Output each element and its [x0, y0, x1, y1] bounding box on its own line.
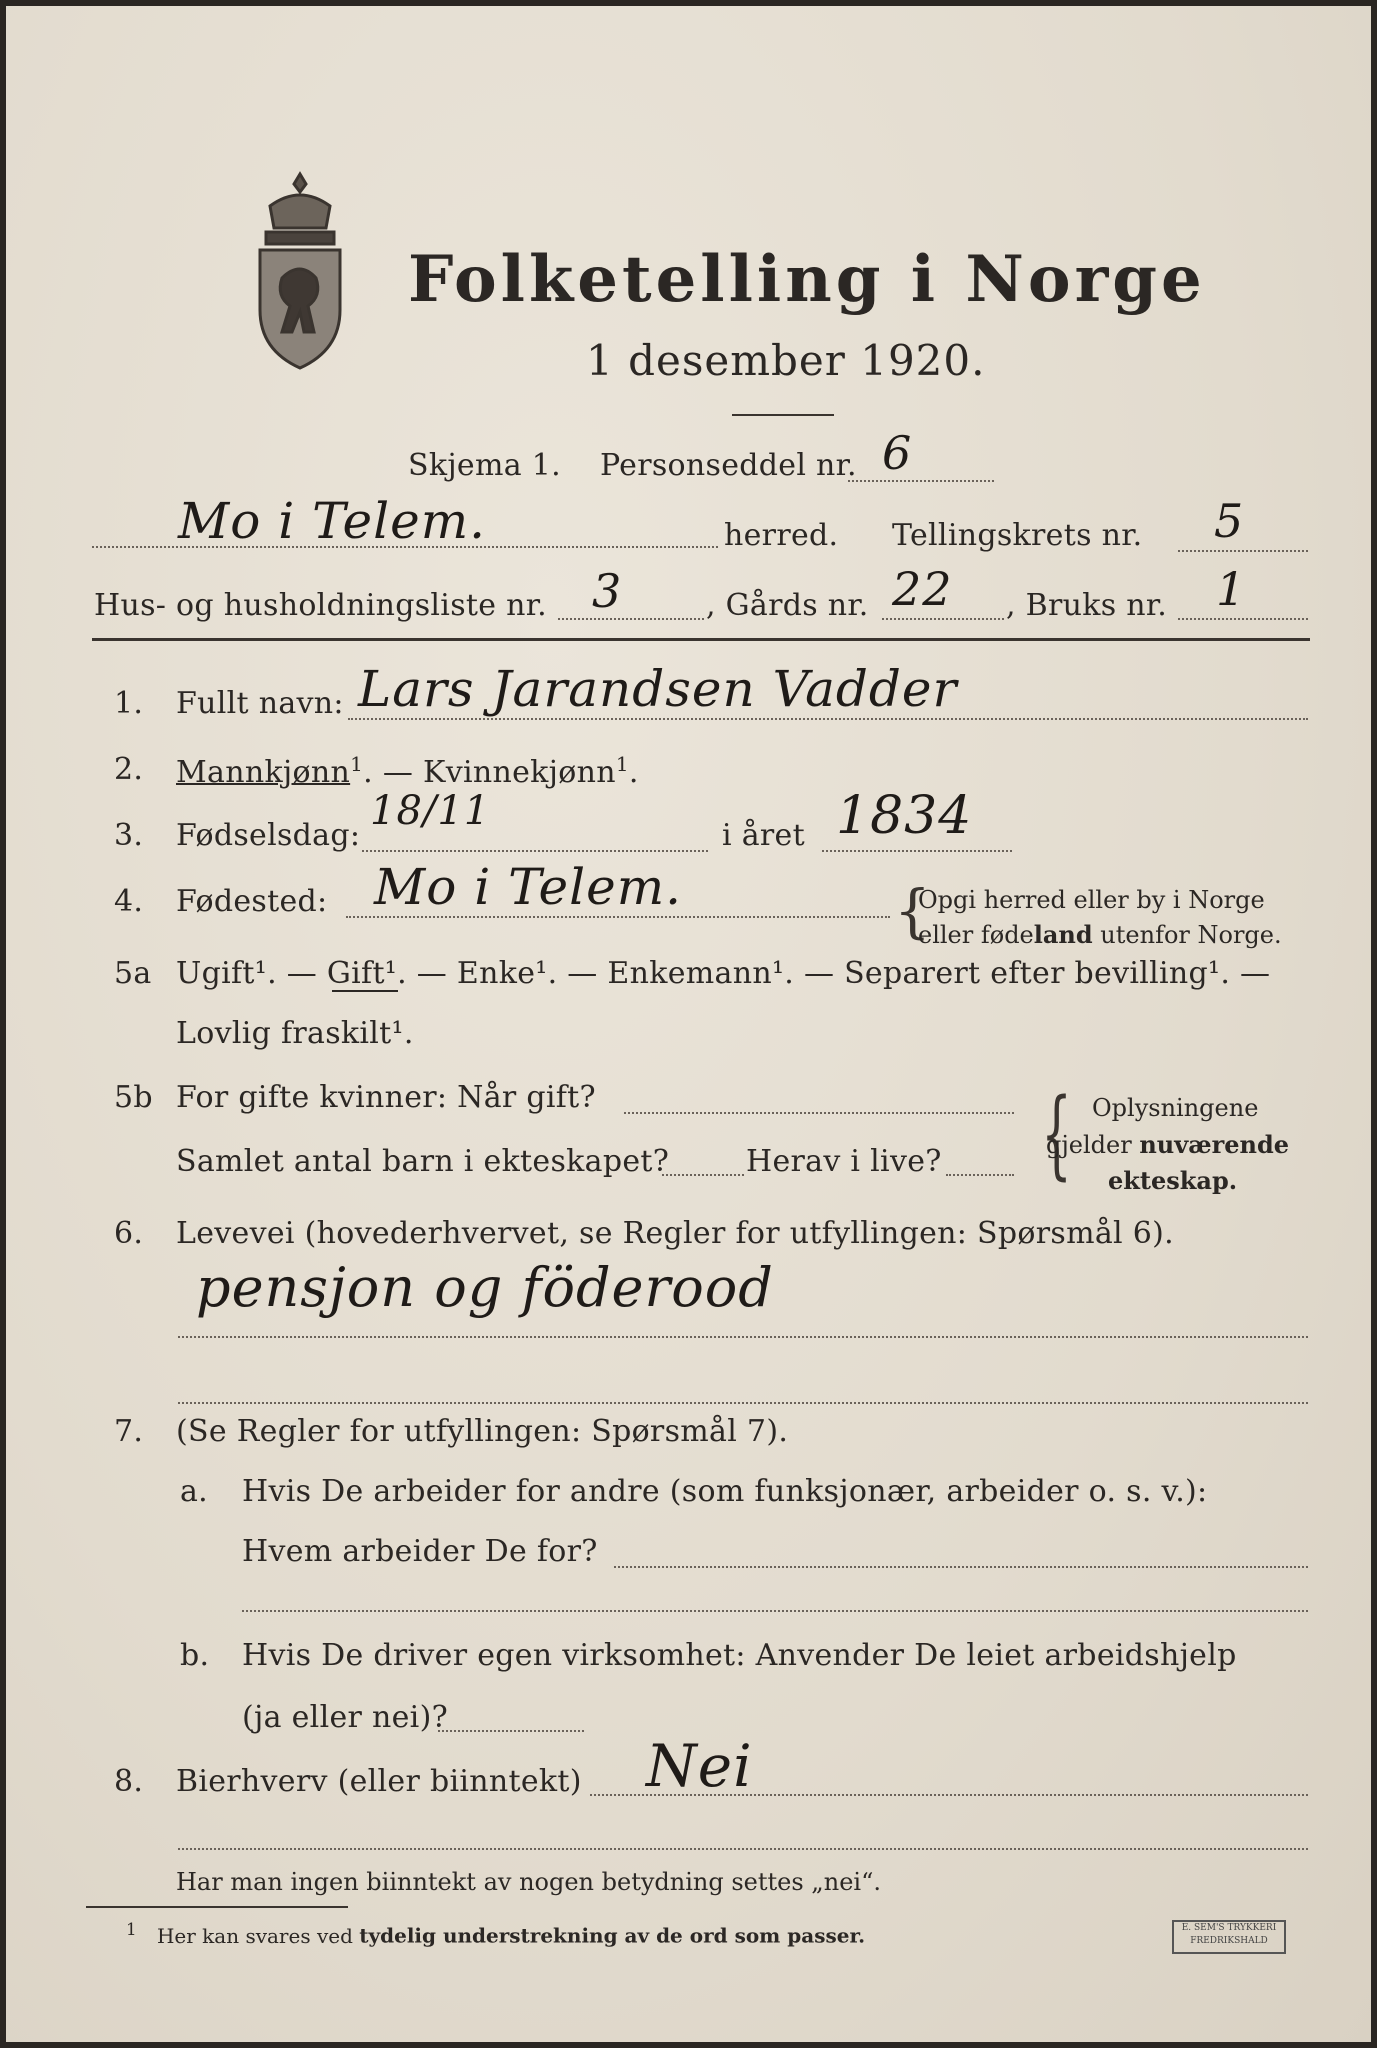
q3-year-dots	[822, 850, 1012, 852]
q8-side-income-value[interactable]: Nei	[646, 1732, 753, 1800]
q7a-employer-dots-line2	[242, 1610, 1308, 1612]
q8-label: Bierhverv (eller biinntekt)	[176, 1764, 582, 1799]
q4-number: 4.	[114, 884, 144, 919]
personseddel-dots	[848, 480, 994, 482]
q3-birthday-value[interactable]: 18/11	[370, 788, 491, 834]
q7b-hired-help-label: (ja eller nei)?	[242, 1700, 448, 1735]
footnote-text-bold: tydelig understrekning av de ord som passer.	[359, 1923, 866, 1948]
q1-dots	[348, 718, 1308, 720]
q5a-marital-options-line2[interactable]: Lovlig fraskilt¹.	[176, 1016, 414, 1051]
form-title: Folketelling i Norge	[408, 242, 1206, 317]
norwegian-lion-coat-of-arms-icon	[240, 166, 360, 376]
footnote	[126, 1920, 865, 1948]
printer-stamp-line2: FREDRIKSHALD	[1190, 1936, 1268, 1946]
q4-note-brace: {	[894, 877, 931, 945]
q2-male-option[interactable]: Mannkjønn	[176, 755, 351, 790]
q5a-marital-options[interactable]: Ugift¹. — Gift¹. — Enke¹. — Enkemann¹. — Separert efter bevilling¹. —	[176, 956, 1271, 991]
q2-end-period: .	[628, 755, 639, 790]
gards-value[interactable]: 22	[892, 562, 953, 616]
herred-value[interactable]: Mo i Telem.	[178, 492, 487, 550]
title-divider	[732, 414, 834, 416]
q7-number: 7.	[114, 1414, 144, 1449]
q4-note-line2-pre: eller føde	[918, 921, 1034, 949]
q2-gender-options	[176, 752, 639, 790]
q5b-note-line2-pre: gjelder	[1046, 1131, 1140, 1159]
herred-label: herred.	[724, 518, 839, 553]
q7b-number: b.	[180, 1638, 210, 1673]
gards-dots	[882, 618, 1004, 620]
tellingskrets-label: Tellingskrets nr.	[892, 518, 1143, 553]
q4-note-line2-post: utenfor Norge.	[1092, 921, 1282, 949]
census-form-sheet	[6, 6, 1371, 2042]
schema-label: Skjema 1.	[408, 448, 561, 483]
q6-label: Levevei (hovederhvervet, se Regler for utfyllingen: Spørsmål 6).	[176, 1216, 1174, 1251]
q7a-employer-label: Hvem arbeider De for?	[242, 1534, 598, 1569]
q5a-number: 5a	[114, 956, 152, 991]
q6-occupation-value[interactable]: pensjon og föderood	[196, 1256, 774, 1319]
q8-dots-line2	[178, 1848, 1308, 1850]
footnote-divider	[86, 1906, 348, 1908]
hus-dots	[558, 618, 704, 620]
printer-stamp	[1172, 1920, 1286, 1954]
q5b-note-line1: Oplysningene	[1092, 1094, 1259, 1122]
q5b-note-line2	[1046, 1130, 1289, 1159]
q3-year-value[interactable]: 1834	[836, 786, 973, 846]
bruks-dots	[1178, 618, 1308, 620]
q7b-label: Hvis De driver egen virksomhet: Anvender De leiet arbeidshjelp	[242, 1638, 1237, 1673]
q5b-married-when-dots	[624, 1112, 1014, 1114]
q2-female-footnote-mark: 1	[615, 752, 629, 776]
hus-label: Hus- og husholdningsliste nr.	[94, 588, 547, 623]
q6-number: 6.	[114, 1216, 144, 1251]
q4-note-line1: Opgi herred eller by i Norge	[918, 886, 1265, 914]
q5b-alive-label: Herav i live?	[746, 1144, 942, 1179]
bruks-label: , Bruks nr.	[1006, 588, 1168, 623]
q5b-note-brace: {	[1041, 1078, 1072, 1190]
q4-label: Fødested:	[176, 884, 328, 919]
q7-label: (Se Regler for utfyllingen: Spørsmål 7).	[176, 1414, 789, 1449]
q5a-gift-underline	[332, 990, 398, 992]
q5b-number: 5b	[114, 1080, 153, 1115]
q4-note-line2-bold: land	[1033, 920, 1093, 949]
footnote-mark: 1	[126, 1920, 137, 1939]
q7a-label: Hvis De arbeider for andre (som funksjonær, arbeider o. s. v.):	[242, 1474, 1208, 1509]
q2-male-footnote-mark: 1	[350, 752, 364, 776]
q3-label: Fødselsdag:	[176, 818, 361, 853]
q5b-note-line3: ekteskap.	[1108, 1166, 1238, 1195]
q7a-employer-dots	[614, 1566, 1308, 1568]
tellingskrets-value[interactable]: 5	[1214, 494, 1245, 548]
q5b-married-when-label: For gifte kvinner: Når gift?	[176, 1080, 596, 1115]
q3-dots	[362, 850, 708, 852]
q4-note-line2	[918, 920, 1282, 949]
q1-label: Fullt navn:	[176, 686, 344, 721]
personseddel-label: Personseddel nr.	[600, 448, 857, 483]
q4-dots	[346, 916, 890, 918]
q5b-children-label: Samlet antal barn i ekteskapet?	[176, 1144, 670, 1179]
q1-full-name-value[interactable]: Lars Jarandsen Vadder	[358, 660, 958, 718]
gards-label: , Gårds nr.	[706, 588, 869, 623]
header-divider	[92, 638, 1310, 641]
q7a-number: a.	[180, 1474, 209, 1509]
q8-note: Har man ingen biinntekt av nogen betydning settes „nei“.	[176, 1868, 881, 1896]
q3-year-label: i året	[722, 818, 805, 853]
footnote-text-pre: Her kan svares ved	[156, 1923, 360, 1948]
personseddel-value[interactable]: 6	[882, 426, 913, 480]
q1-number: 1.	[114, 686, 144, 721]
printer-stamp-line1: E. SEM'S TRYKKERI	[1181, 1923, 1277, 1933]
q8-number: 8.	[114, 1764, 144, 1799]
q6-dots-line1	[178, 1336, 1308, 1338]
q5b-children-dots	[662, 1174, 744, 1176]
q3-number: 3.	[114, 818, 144, 853]
hus-value[interactable]: 3	[592, 564, 623, 618]
q2-separator: . —	[363, 755, 423, 790]
q7b-hired-help-dots	[438, 1730, 584, 1732]
form-date: 1 desember 1920.	[586, 336, 986, 385]
q4-birthplace-value[interactable]: Mo i Telem.	[374, 858, 683, 916]
q6-dots-line2	[178, 1402, 1308, 1404]
q5b-note-line2-bold: nuværende	[1139, 1130, 1290, 1159]
bruks-value[interactable]: 1	[1216, 562, 1247, 616]
tellingskrets-dots	[1178, 550, 1308, 552]
q5b-alive-dots	[946, 1174, 1014, 1176]
q2-female-option[interactable]: Kvinnekjønn	[422, 755, 616, 790]
q2-number: 2.	[114, 752, 144, 787]
